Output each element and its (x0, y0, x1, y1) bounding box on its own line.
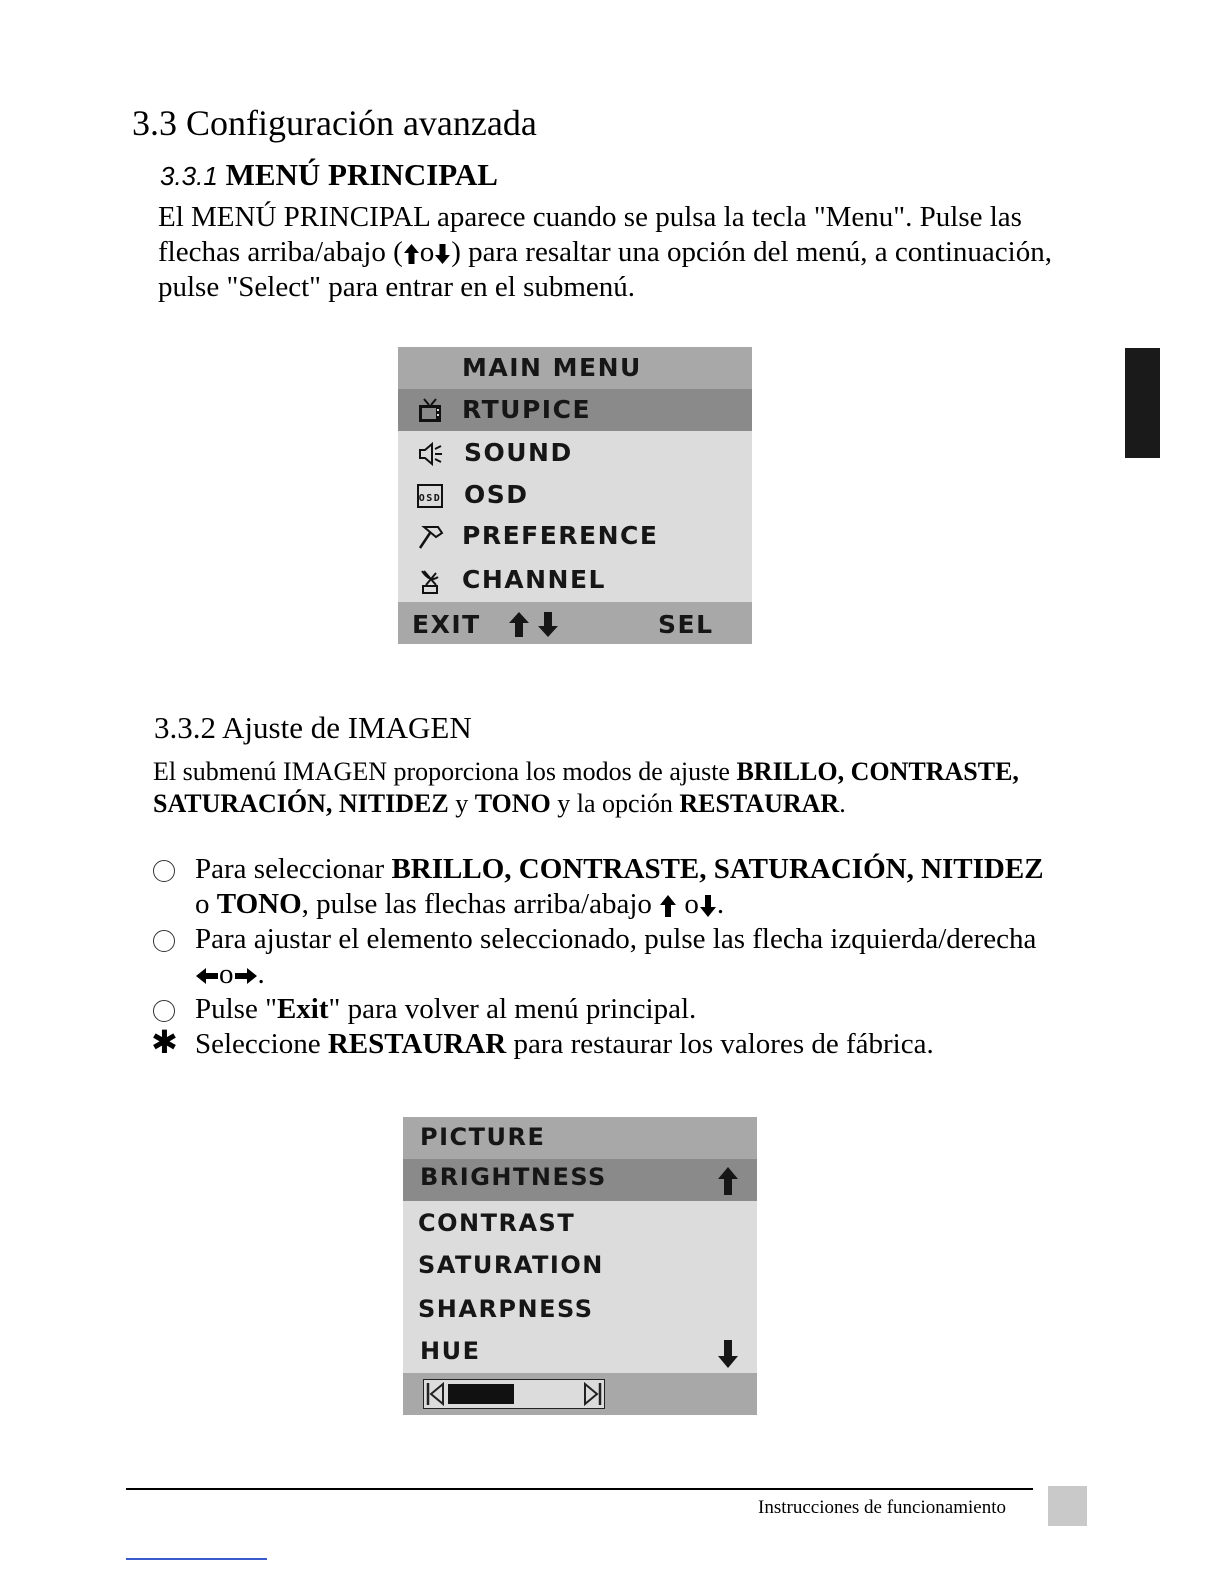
select-label: SEL (658, 610, 714, 639)
section-title: 3.3 Configuración avanzada (132, 103, 537, 143)
exit-label: EXIT (412, 610, 481, 639)
picture-menu-osd (403, 1117, 757, 1415)
footer-divider (126, 1488, 1033, 1490)
list-item: ✱ Seleccione RESTAURAR para restaurar los valores de fábrica. (151, 1023, 934, 1061)
picture-menu-item-brightness[interactable] (403, 1159, 757, 1201)
picture-menu-item-hue[interactable] (403, 1331, 757, 1373)
main-menu-item-preference[interactable] (398, 515, 752, 557)
picture-section-title: 3.3.2 Ajuste de IMAGEN (154, 710, 472, 745)
footer-blue-line (126, 1558, 267, 1560)
arrow-right-icon (234, 967, 258, 985)
up-down-arrows-icon (508, 611, 562, 638)
circle-bullet-icon (153, 860, 175, 882)
list-item: Para seleccionar BRILLO, CONTRASTE, SATURACIÓN, NITIDEZ o TONO, pulse las flechas arriba/abajo o . (150, 852, 1050, 922)
slider-fill (448, 1384, 514, 1404)
osd-icon (416, 482, 444, 510)
main-menu-item-label: RTUPICE (462, 395, 592, 424)
main-menu-item-channel[interactable] (398, 559, 752, 601)
main-menu-item-picture[interactable] (398, 389, 752, 431)
picture-section-description: El submenú IMAGEN proporciona los modos de ajuste BRILLO, CONTRASTE, SATURACIÓN, NITIDEZ y TONO y la opción RESTAURAR. (153, 757, 1019, 818)
scroll-down-icon (717, 1339, 739, 1369)
chapter-tab-marker (1125, 348, 1160, 458)
picture-menu-footer (403, 1373, 757, 1415)
main-menu-item-label: OSD (464, 480, 529, 509)
antenna-icon (416, 567, 444, 595)
adjust-slider[interactable] (423, 1379, 605, 1409)
picture-menu-header (403, 1117, 757, 1159)
svg-text:OSD: OSD (418, 493, 442, 504)
subsection-title: MENÚ PRINCIPAL (225, 157, 498, 192)
arrow-left-icon (195, 967, 219, 985)
picture-menu-item-label: BRIGHTNESS (420, 1163, 607, 1191)
main-menu-item-osd[interactable] (398, 474, 752, 516)
speaker-icon (416, 440, 444, 468)
picture-menu-item-label: CONTRAST (418, 1209, 576, 1237)
main-menu-item-label: PREFERENCE (462, 521, 659, 550)
list-item: Para ajustar el elemento seleccionado, pulse las flecha izquierda/derechao . (150, 922, 1050, 992)
main-menu-osd (398, 347, 752, 644)
arrow-up-icon (403, 243, 420, 265)
scroll-up-icon (717, 1166, 739, 1196)
arrow-down-icon (699, 894, 717, 918)
arrow-down-icon (434, 243, 451, 265)
footer-page-box (1048, 1486, 1087, 1526)
picture-menu-item-saturation[interactable] (403, 1245, 757, 1287)
subsection-main-menu-heading (160, 157, 498, 193)
circle-bullet-icon (153, 1000, 175, 1022)
picture-instructions-list (150, 852, 1050, 1062)
picture-menu-item-contrast[interactable] (403, 1203, 757, 1245)
main-menu-description: El MENÚ PRINCIPAL aparece cuando se pulsa la tecla "Menu". Pulse las flechas arriba/abajo ( o ) para resaltar una opción del menú, a continuación, pulse "Select" para entrar en el submenú. (158, 201, 1052, 303)
picture-menu-item-label: HUE (420, 1337, 481, 1365)
slider-right-icon[interactable] (582, 1382, 602, 1406)
asterisk-bullet-icon: ✱ (151, 1023, 178, 1061)
main-menu-footer (398, 602, 752, 644)
picture-menu-item-sharpness[interactable] (403, 1289, 757, 1331)
footer-text: Instrucciones de funcionamiento (758, 1497, 1006, 1518)
arrow-up-icon (659, 894, 677, 918)
main-menu-item-sound[interactable] (398, 432, 752, 474)
subsection-number: 3.3.1 (160, 161, 218, 191)
main-menu-item-label: SOUND (464, 438, 573, 467)
list-item: Pulse "Exit" para volver al menú principal. (150, 992, 1050, 1027)
circle-bullet-icon (153, 930, 175, 952)
picture-menu-item-label: SATURATION (418, 1251, 604, 1279)
main-menu-title: MAIN MENU (462, 353, 642, 382)
hammer-icon (416, 523, 444, 551)
picture-menu-title: PICTURE (420, 1123, 546, 1151)
main-menu-item-label: CHANNEL (462, 565, 606, 594)
picture-menu-item-label: SHARPNESS (418, 1295, 594, 1323)
main-menu-header (398, 347, 752, 389)
slider-left-icon[interactable] (426, 1382, 446, 1406)
tv-icon (416, 397, 444, 425)
